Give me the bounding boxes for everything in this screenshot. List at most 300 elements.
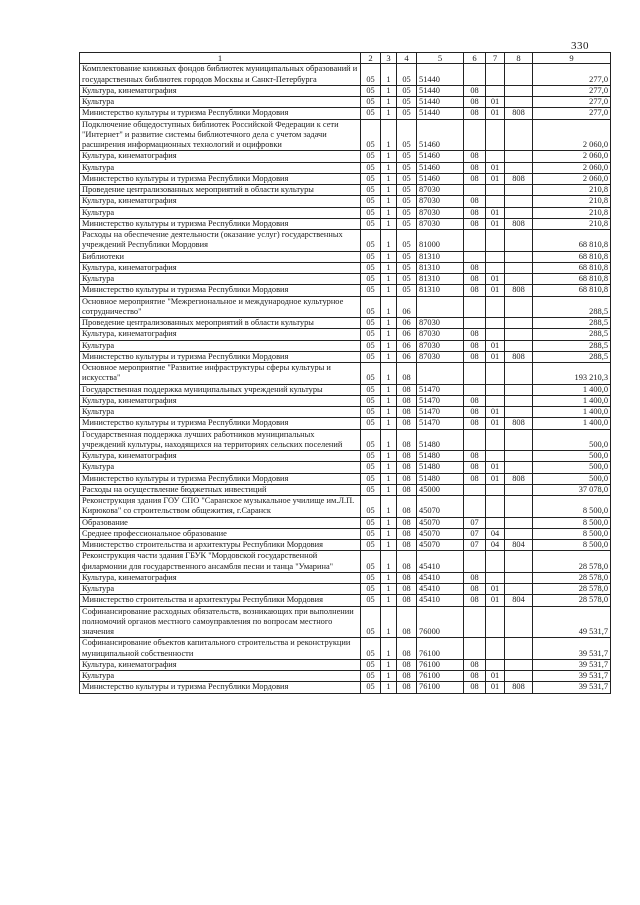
division-cell: 08	[464, 85, 486, 96]
subsection-cell: 1	[381, 97, 397, 108]
amount-cell: 210,8	[533, 218, 611, 229]
table-row	[80, 329, 611, 340]
subdivision-cell	[486, 659, 505, 670]
amount-cell: 1 400,0	[533, 407, 611, 418]
division-cell	[464, 363, 486, 385]
table-row	[80, 517, 611, 528]
amount-cell: 288,5	[533, 318, 611, 329]
ministry-cell	[505, 451, 533, 462]
section-cell: 05	[361, 274, 381, 285]
section-cell: 05	[361, 296, 381, 318]
ministry-cell: 804	[505, 595, 533, 606]
amount-cell: 1 400,0	[533, 395, 611, 406]
subdivision-cell: 01	[486, 473, 505, 484]
subdivision-cell	[486, 230, 505, 252]
subsection-cell: 1	[381, 85, 397, 96]
amount-cell: 288,5	[533, 340, 611, 351]
program-cell: 05	[397, 230, 417, 252]
division-cell: 08	[464, 285, 486, 296]
subsection-cell: 1	[381, 318, 397, 329]
program-cell: 08	[397, 528, 417, 539]
label-cell: Проведение централизованных мероприятий в области культуры	[80, 185, 361, 196]
subsection-cell: 1	[381, 218, 397, 229]
section-cell: 05	[361, 218, 381, 229]
section-cell: 05	[361, 340, 381, 351]
table-row	[80, 151, 611, 162]
code-cell: 87030	[417, 318, 464, 329]
section-cell: 05	[361, 595, 381, 606]
section-cell: 05	[361, 606, 381, 638]
division-cell	[464, 251, 486, 262]
table-row	[80, 540, 611, 551]
ministry-cell	[505, 484, 533, 495]
program-cell: 08	[397, 551, 417, 573]
division-cell: 07	[464, 517, 486, 528]
code-cell: 81310	[417, 274, 464, 285]
label-cell: Культура, кинематография	[80, 85, 361, 96]
ministry-cell	[505, 262, 533, 273]
ministry-cell: 808	[505, 351, 533, 362]
subsection-cell: 1	[381, 262, 397, 273]
amount-cell: 277,0	[533, 85, 611, 96]
ministry-cell: 808	[505, 173, 533, 184]
subsection-cell: 1	[381, 484, 397, 495]
division-cell: 08	[464, 584, 486, 595]
subsection-cell: 1	[381, 230, 397, 252]
program-cell: 06	[397, 329, 417, 340]
label-cell: Культура, кинематография	[80, 196, 361, 207]
section-cell: 05	[361, 473, 381, 484]
code-cell: 51440	[417, 85, 464, 96]
header-cell: 2	[361, 53, 381, 64]
label-cell: Реконструкция части здания ГБУК "Мордовской государственной филармонии для государственного ансамбля песни и танца "Умарина"	[80, 551, 361, 573]
table-row	[80, 551, 611, 573]
subdivision-cell	[486, 451, 505, 462]
amount-cell: 210,8	[533, 185, 611, 196]
division-cell	[464, 119, 486, 151]
subdivision-cell	[486, 606, 505, 638]
program-cell: 05	[397, 151, 417, 162]
amount-cell: 288,5	[533, 351, 611, 362]
label-cell: Реконструкция здания ГОУ СПО "Саранское музыкальное училище им.Л.П. Кирюкова" со строительством общежития, г.Саранск	[80, 496, 361, 518]
program-cell: 08	[397, 418, 417, 429]
table-row	[80, 418, 611, 429]
label-cell: Министерство культуры и туризма Республики Мордовия	[80, 108, 361, 119]
code-cell: 87030	[417, 218, 464, 229]
program-cell: 08	[397, 395, 417, 406]
ministry-cell	[505, 496, 533, 518]
subsection-cell: 1	[381, 196, 397, 207]
amount-cell: 500,0	[533, 451, 611, 462]
label-cell: Культура, кинематография	[80, 395, 361, 406]
table-row	[80, 407, 611, 418]
code-cell: 87030	[417, 196, 464, 207]
section-cell: 05	[361, 108, 381, 119]
amount-cell: 288,5	[533, 329, 611, 340]
ministry-cell	[505, 196, 533, 207]
subsection-cell: 1	[381, 384, 397, 395]
subdivision-cell: 01	[486, 462, 505, 473]
table-row	[80, 351, 611, 362]
table-row	[80, 318, 611, 329]
program-cell: 08	[397, 682, 417, 693]
amount-cell: 8 500,0	[533, 496, 611, 518]
subsection-cell: 1	[381, 340, 397, 351]
subsection-cell: 1	[381, 473, 397, 484]
amount-cell: 49 531,7	[533, 606, 611, 638]
code-cell: 51440	[417, 108, 464, 119]
amount-cell: 288,5	[533, 296, 611, 318]
program-cell: 05	[397, 108, 417, 119]
code-cell: 45070	[417, 517, 464, 528]
subdivision-cell	[486, 496, 505, 518]
ministry-cell	[505, 230, 533, 252]
ministry-cell	[505, 462, 533, 473]
table-row	[80, 659, 611, 670]
header-cell: 1	[80, 53, 361, 64]
subsection-cell: 1	[381, 540, 397, 551]
section-cell: 05	[361, 318, 381, 329]
code-cell: 51480	[417, 451, 464, 462]
division-cell: 08	[464, 97, 486, 108]
code-cell: 51470	[417, 407, 464, 418]
label-cell: Министерство культуры и туризма Республики Мордовия	[80, 173, 361, 184]
program-cell: 05	[397, 207, 417, 218]
program-cell: 08	[397, 363, 417, 385]
ministry-cell	[505, 64, 533, 86]
division-cell	[464, 296, 486, 318]
division-cell: 08	[464, 218, 486, 229]
section-cell: 05	[361, 230, 381, 252]
table-row	[80, 638, 611, 660]
program-cell: 08	[397, 671, 417, 682]
label-cell: Культура	[80, 340, 361, 351]
label-cell: Министерство строительства и архитектуры Республики Мордовия	[80, 540, 361, 551]
ministry-cell: 808	[505, 285, 533, 296]
subdivision-cell	[486, 196, 505, 207]
table-row	[80, 473, 611, 484]
amount-cell: 193 210,3	[533, 363, 611, 385]
division-cell	[464, 230, 486, 252]
table-row	[80, 119, 611, 151]
code-cell: 45410	[417, 595, 464, 606]
section-cell: 05	[361, 540, 381, 551]
amount-cell: 2 060,0	[533, 173, 611, 184]
label-cell: Среднее профессиональное образование	[80, 528, 361, 539]
code-cell: 51480	[417, 473, 464, 484]
code-cell	[417, 296, 464, 318]
subsection-cell: 1	[381, 551, 397, 573]
code-cell: 87030	[417, 185, 464, 196]
subdivision-cell: 01	[486, 285, 505, 296]
table-row	[80, 64, 611, 86]
section-cell: 05	[361, 395, 381, 406]
code-cell: 76100	[417, 638, 464, 660]
section-cell: 05	[361, 517, 381, 528]
program-cell: 05	[397, 262, 417, 273]
division-cell	[464, 384, 486, 395]
program-cell: 08	[397, 429, 417, 451]
section-cell: 05	[361, 451, 381, 462]
code-cell: 81310	[417, 251, 464, 262]
section-cell: 05	[361, 363, 381, 385]
amount-cell: 2 060,0	[533, 162, 611, 173]
program-cell: 08	[397, 484, 417, 495]
label-cell: Образование	[80, 517, 361, 528]
page-number: 330	[571, 40, 589, 52]
label-cell: Государственная поддержка муниципальных учреждений культуры	[80, 384, 361, 395]
subsection-cell: 1	[381, 64, 397, 86]
label-cell: Культура, кинематография	[80, 329, 361, 340]
section-cell: 05	[361, 418, 381, 429]
label-cell: Расходы на обеспечение деятельности (оказание услуг) государственных учреждений Республики Мордовия	[80, 230, 361, 252]
subsection-cell: 1	[381, 496, 397, 518]
division-cell	[464, 551, 486, 573]
table-row	[80, 251, 611, 262]
code-cell: 45000	[417, 484, 464, 495]
subdivision-cell: 01	[486, 584, 505, 595]
program-cell: 08	[397, 451, 417, 462]
subdivision-cell	[486, 119, 505, 151]
program-cell: 06	[397, 340, 417, 351]
code-cell: 51460	[417, 151, 464, 162]
ministry-cell	[505, 606, 533, 638]
amount-cell: 68 810,8	[533, 262, 611, 273]
label-cell: Культура	[80, 671, 361, 682]
ministry-cell	[505, 185, 533, 196]
code-cell: 51460	[417, 119, 464, 151]
subdivision-cell	[486, 262, 505, 273]
ministry-cell: 808	[505, 473, 533, 484]
amount-cell: 28 578,0	[533, 551, 611, 573]
table-row	[80, 682, 611, 693]
table-row	[80, 207, 611, 218]
division-cell: 08	[464, 462, 486, 473]
amount-cell: 8 500,0	[533, 540, 611, 551]
subdivision-cell: 01	[486, 595, 505, 606]
code-cell: 45410	[417, 584, 464, 595]
code-cell: 45070	[417, 540, 464, 551]
amount-cell: 210,8	[533, 196, 611, 207]
section-cell: 05	[361, 384, 381, 395]
table-row	[80, 185, 611, 196]
label-cell: Подключение общедоступных библиотек Российской Федерации к сети "Интернет" и развитие системы библиотечного дела с учетом задачи расширения информационных технологий и оцифровки	[80, 119, 361, 151]
section-cell: 05	[361, 162, 381, 173]
table-row	[80, 363, 611, 385]
label-cell: Комплектование книжных фондов библиотек муниципальных образований и государственных библиотек городов Москвы и Санкт-Петербурга	[80, 64, 361, 86]
section-cell: 05	[361, 173, 381, 184]
label-cell: Основное мероприятие "Развитие инфраструктуры сферы культуры и искусства"	[80, 363, 361, 385]
amount-cell: 277,0	[533, 108, 611, 119]
label-cell: Проведение централизованных мероприятий в области культуры	[80, 318, 361, 329]
label-cell: Министерство культуры и туризма Республики Мордовия	[80, 418, 361, 429]
table-row	[80, 528, 611, 539]
ministry-cell	[505, 151, 533, 162]
ministry-cell	[505, 407, 533, 418]
ministry-cell	[505, 638, 533, 660]
code-cell: 45410	[417, 551, 464, 573]
table-row	[80, 262, 611, 273]
division-cell: 08	[464, 451, 486, 462]
program-cell: 06	[397, 351, 417, 362]
label-cell: Культура	[80, 407, 361, 418]
subdivision-cell	[486, 64, 505, 86]
division-cell: 08	[464, 162, 486, 173]
division-cell: 08	[464, 473, 486, 484]
subdivision-cell: 01	[486, 162, 505, 173]
ministry-cell: 808	[505, 418, 533, 429]
ministry-cell: 808	[505, 682, 533, 693]
subsection-cell: 1	[381, 151, 397, 162]
subsection-cell: 1	[381, 517, 397, 528]
division-cell: 07	[464, 528, 486, 539]
division-cell: 08	[464, 196, 486, 207]
subsection-cell: 1	[381, 108, 397, 119]
table-row	[80, 671, 611, 682]
amount-cell: 37 078,0	[533, 484, 611, 495]
ministry-cell: 808	[505, 218, 533, 229]
amount-cell: 39 531,7	[533, 671, 611, 682]
ministry-cell: 804	[505, 540, 533, 551]
subsection-cell: 1	[381, 407, 397, 418]
ministry-cell	[505, 528, 533, 539]
subdivision-cell	[486, 484, 505, 495]
program-cell: 05	[397, 97, 417, 108]
subsection-cell: 1	[381, 584, 397, 595]
table-row	[80, 230, 611, 252]
section-cell: 05	[361, 351, 381, 362]
label-cell: Софинансирование расходных обязательств, возникающих при выполнении полномочий органов местного самоуправления по вопросам местного значения	[80, 606, 361, 638]
program-cell: 05	[397, 196, 417, 207]
section-cell: 05	[361, 528, 381, 539]
section-cell: 05	[361, 671, 381, 682]
label-cell: Культура, кинематография	[80, 262, 361, 273]
program-cell: 08	[397, 407, 417, 418]
code-cell: 45070	[417, 496, 464, 518]
table-row	[80, 218, 611, 229]
amount-cell: 2 060,0	[533, 119, 611, 151]
division-cell: 08	[464, 173, 486, 184]
subdivision-cell: 01	[486, 274, 505, 285]
code-cell: 76100	[417, 671, 464, 682]
label-cell: Культура	[80, 584, 361, 595]
code-cell: 51460	[417, 173, 464, 184]
label-cell: Культура, кинематография	[80, 572, 361, 583]
division-cell: 08	[464, 108, 486, 119]
amount-cell: 8 500,0	[533, 517, 611, 528]
ministry-cell	[505, 85, 533, 96]
amount-cell: 28 578,0	[533, 572, 611, 583]
ministry-cell	[505, 671, 533, 682]
subsection-cell: 1	[381, 682, 397, 693]
code-cell: 51470	[417, 384, 464, 395]
subdivision-cell	[486, 572, 505, 583]
subdivision-cell: 01	[486, 97, 505, 108]
table-header	[80, 53, 611, 64]
division-cell: 08	[464, 671, 486, 682]
division-cell: 08	[464, 151, 486, 162]
code-cell: 76100	[417, 659, 464, 670]
code-cell: 81310	[417, 262, 464, 273]
section-cell: 05	[361, 285, 381, 296]
section-cell: 05	[361, 682, 381, 693]
header-cell: 8	[505, 53, 533, 64]
header-cell: 6	[464, 53, 486, 64]
table-row	[80, 162, 611, 173]
subdivision-cell	[486, 85, 505, 96]
program-cell: 06	[397, 296, 417, 318]
ministry-cell	[505, 584, 533, 595]
ministry-cell	[505, 97, 533, 108]
code-cell: 87030	[417, 340, 464, 351]
subdivision-cell	[486, 251, 505, 262]
subdivision-cell	[486, 296, 505, 318]
ministry-cell	[505, 296, 533, 318]
table-row	[80, 451, 611, 462]
amount-cell: 500,0	[533, 462, 611, 473]
section-cell: 05	[361, 462, 381, 473]
subsection-cell: 1	[381, 274, 397, 285]
table-row	[80, 173, 611, 184]
code-cell: 45410	[417, 572, 464, 583]
subdivision-cell: 01	[486, 351, 505, 362]
division-cell	[464, 496, 486, 518]
amount-cell: 2 060,0	[533, 151, 611, 162]
table-row	[80, 85, 611, 96]
subsection-cell: 1	[381, 173, 397, 184]
subsection-cell: 1	[381, 329, 397, 340]
division-cell: 08	[464, 329, 486, 340]
program-cell: 08	[397, 638, 417, 660]
division-cell: 08	[464, 682, 486, 693]
table-row	[80, 484, 611, 495]
amount-cell: 68 810,8	[533, 274, 611, 285]
table-body	[80, 64, 611, 693]
subdivision-cell: 01	[486, 340, 505, 351]
ministry-cell	[505, 207, 533, 218]
amount-cell: 68 810,8	[533, 251, 611, 262]
code-cell: 45070	[417, 528, 464, 539]
program-cell: 05	[397, 173, 417, 184]
table-row	[80, 462, 611, 473]
ministry-cell	[505, 340, 533, 351]
label-cell: Библиотеки	[80, 251, 361, 262]
division-cell	[464, 185, 486, 196]
code-cell: 81000	[417, 230, 464, 252]
section-cell: 05	[361, 572, 381, 583]
code-cell: 51460	[417, 162, 464, 173]
division-cell: 08	[464, 274, 486, 285]
program-cell: 08	[397, 595, 417, 606]
code-cell	[417, 363, 464, 385]
subsection-cell: 1	[381, 659, 397, 670]
program-cell: 05	[397, 119, 417, 151]
label-cell: Культура	[80, 207, 361, 218]
subsection-cell: 1	[381, 572, 397, 583]
subdivision-cell: 01	[486, 108, 505, 119]
label-cell: Культура, кинематография	[80, 451, 361, 462]
ministry-cell	[505, 395, 533, 406]
table-row	[80, 595, 611, 606]
table-row	[80, 572, 611, 583]
ministry-cell	[505, 329, 533, 340]
amount-cell: 8 500,0	[533, 528, 611, 539]
table-row	[80, 296, 611, 318]
subsection-cell: 1	[381, 395, 397, 406]
subdivision-cell	[486, 318, 505, 329]
section-cell: 05	[361, 151, 381, 162]
label-cell: Министерство строительства и архитектуры Республики Мордовия	[80, 595, 361, 606]
